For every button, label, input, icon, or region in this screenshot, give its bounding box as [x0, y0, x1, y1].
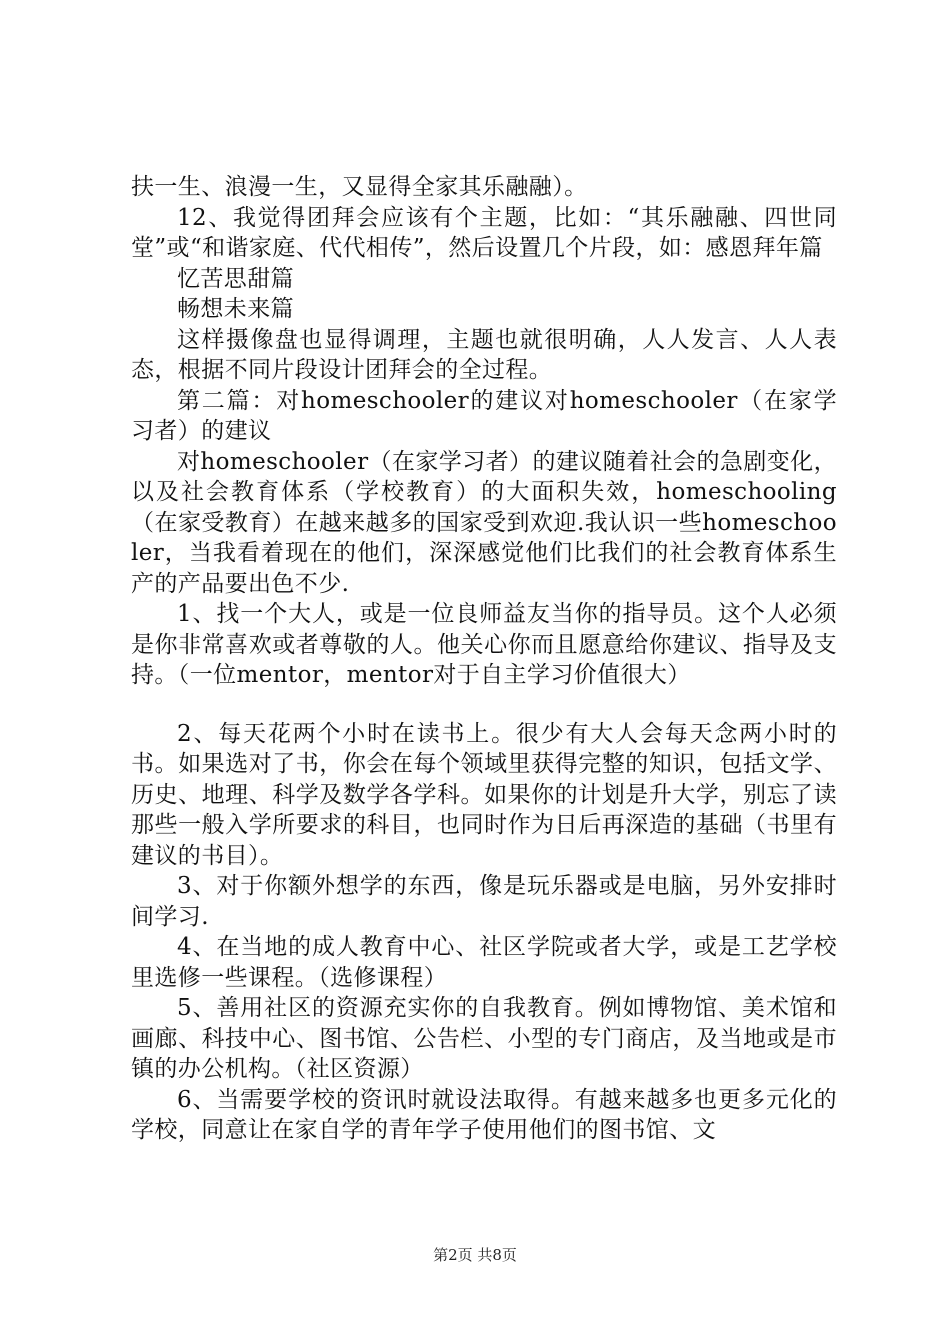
chapter-heading: 第二篇：对homeschooler的建议对homeschooler（在家学习者）的建议 — [131, 387, 837, 444]
paragraph-item-4: 4、在当地的成人教育中心、社区学院或者大学，或是工艺学校里选修一些课程。（选修课程） — [131, 934, 837, 991]
document-body — [131, 172, 837, 1146]
paragraph-item-12: 12、我觉得团拜会应该有个主题，比如：“其乐融融、四世同堂”或“和谐家庭、代代相传”，然后设置几个片段，如：感恩拜年篇 — [131, 204, 837, 261]
paragraph-spacer — [131, 691, 837, 719]
paragraph-continuation: 扶一生、浪漫一生，又显得全家其乐融融）。 — [131, 174, 588, 200]
paragraph-summary: 这样摄像盘也显得调理，主题也就很明确，人人发言、人人表态，根据不同片段设计团拜会的全过程。 — [131, 326, 837, 383]
paragraph-item-2: 2、每天花两个小时在读书上。很少有大人会每天念两小时的书。如果选对了书，你会在每个领域里获得完整的知识，包括文学、历史、地理、科学及数学各学科。如果你的计划是升大学，别忘了读那些一般入学所要求的科目，也同时作为日后再深造的基础（书里有建议的书目）。 — [131, 720, 837, 869]
page-number-footer: 第2页 共8页 — [433, 1246, 517, 1264]
paragraph-intro: 对homeschooler（在家学习者）的建议随着社会的急剧变化，以及社会教育体系（学校教育）的大面积失效，homeschooling（在家受教育）在越来越多的国家受到欢迎.我认识一些homeschooler，当我看着现在的他们，深深感觉他们比我们的社会教育体系生产的产品要出色不少. — [131, 448, 837, 597]
paragraph-item-6: 6、当需要学校的资讯时就设法取得。有越来越多也更多元化的学校，同意让在家自学的青年学子使用他们的图书馆、文 — [131, 1086, 837, 1143]
paragraph-item-1: 1、找一个大人，或是一位良师益友当你的指导员。这个人必须是你非常喜欢或者尊敬的人。他关心你而且愿意给你建议、指导及支持。（一位mentor，mentor对于自主学习价值很大） — [131, 601, 837, 688]
section-title-yikusitian: 忆苦思甜篇 — [177, 265, 294, 292]
section-title-changxiang: 畅想未来篇 — [177, 296, 294, 322]
paragraph-item-3: 3、对于你额外想学的东西，像是玩乐器或是电脑，另外安排时间学习. — [131, 873, 837, 930]
paragraph-item-5: 5、善用社区的资源充实你的自我教育。例如博物馆、美术馆和画廊、科技中心、图书馆、公告栏、小型的专门商店，及当地或是市镇的办公机构。（社区资源） — [131, 995, 837, 1082]
